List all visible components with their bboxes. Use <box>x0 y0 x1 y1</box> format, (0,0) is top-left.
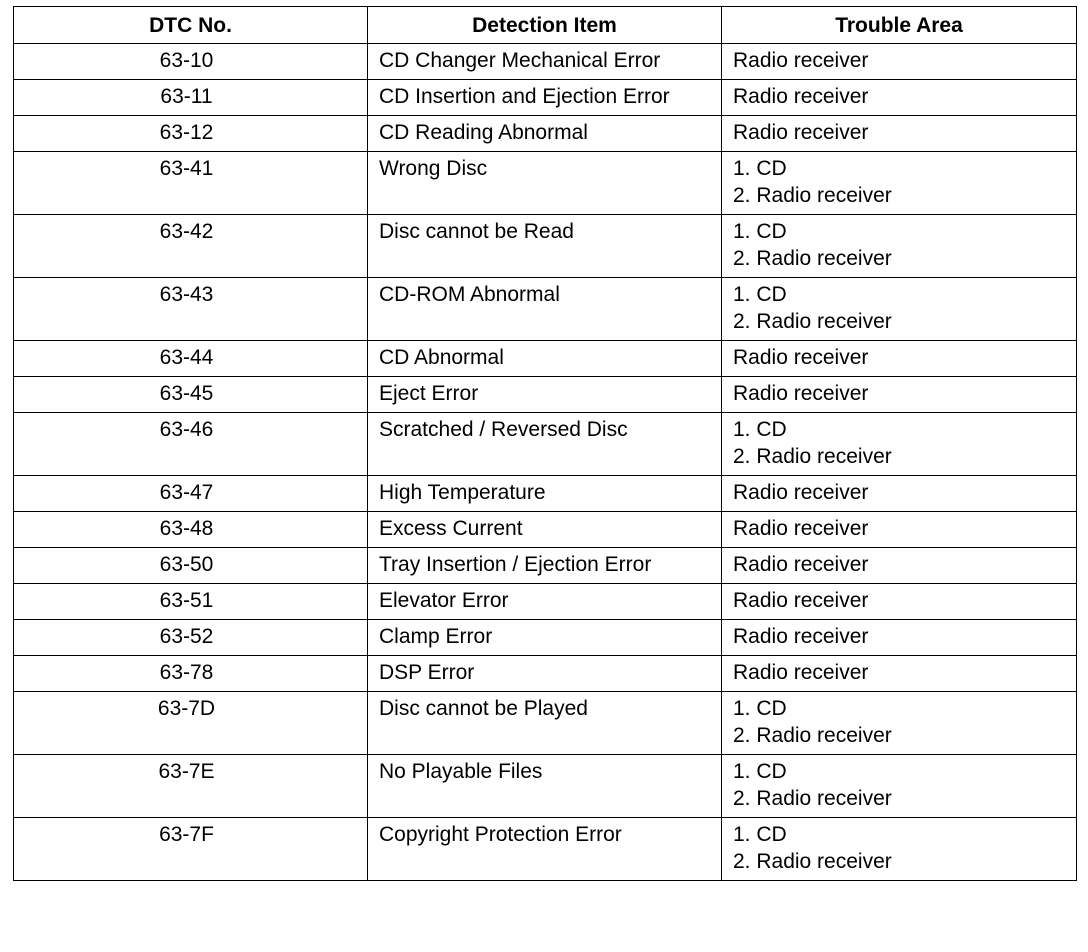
dtc-code-cell: 63-47 <box>14 476 368 512</box>
table-row <box>14 116 1077 152</box>
dtc-code-cell: 63-44 <box>14 341 368 377</box>
trouble-area-cell <box>722 548 1077 584</box>
header-row <box>14 7 1077 44</box>
table-row <box>14 656 1077 692</box>
trouble-area-line: Radio receiver <box>733 625 869 648</box>
dtc-table <box>13 6 1077 881</box>
trouble-area-cell <box>722 512 1077 548</box>
dtc-code-cell: 63-12 <box>14 116 368 152</box>
detection-item-cell: CD-ROM Abnormal <box>368 278 722 341</box>
trouble-area-line: 2. Radio receiver <box>733 787 892 810</box>
trouble-area-cell <box>722 215 1077 278</box>
header-dtc-no: DTC No. <box>14 7 368 44</box>
table-row <box>14 755 1077 818</box>
trouble-area-line: 1. CD <box>733 220 787 243</box>
trouble-area-cell <box>722 584 1077 620</box>
trouble-area-cell <box>722 755 1077 818</box>
trouble-area-cell <box>722 377 1077 413</box>
trouble-area-line: 2. Radio receiver <box>733 247 892 270</box>
trouble-area-line: Radio receiver <box>733 85 869 108</box>
trouble-area-line: 1. CD <box>733 823 787 846</box>
table-row <box>14 620 1077 656</box>
trouble-area-cell <box>722 341 1077 377</box>
trouble-area-cell <box>722 476 1077 512</box>
dtc-code-cell: 63-11 <box>14 80 368 116</box>
table-row <box>14 80 1077 116</box>
dtc-code-cell: 63-78 <box>14 656 368 692</box>
table-row <box>14 278 1077 341</box>
detection-item-cell: Wrong Disc <box>368 152 722 215</box>
dtc-code-cell: 63-7E <box>14 755 368 818</box>
detection-item-cell: No Playable Files <box>368 755 722 818</box>
trouble-area-line: Radio receiver <box>733 661 869 684</box>
dtc-code-cell: 63-51 <box>14 584 368 620</box>
trouble-area-line: Radio receiver <box>733 382 869 405</box>
detection-item-cell: CD Changer Mechanical Error <box>368 44 722 80</box>
detection-item-cell: Disc cannot be Read <box>368 215 722 278</box>
table-row <box>14 341 1077 377</box>
table-row <box>14 413 1077 476</box>
detection-item-cell: Clamp Error <box>368 620 722 656</box>
detection-item-cell: Copyright Protection Error <box>368 818 722 881</box>
table-row <box>14 44 1077 80</box>
dtc-code-cell: 63-50 <box>14 548 368 584</box>
table-body <box>14 44 1077 881</box>
trouble-area-line: 2. Radio receiver <box>733 724 892 747</box>
detection-item-cell: CD Reading Abnormal <box>368 116 722 152</box>
header-trouble-area: Trouble Area <box>722 7 1077 44</box>
dtc-code-cell: 63-46 <box>14 413 368 476</box>
detection-item-cell: CD Abnormal <box>368 341 722 377</box>
table-row <box>14 476 1077 512</box>
table-row <box>14 377 1077 413</box>
trouble-area-line: Radio receiver <box>733 49 869 72</box>
detection-item-cell: Tray Insertion / Ejection Error <box>368 548 722 584</box>
trouble-area-line: 2. Radio receiver <box>733 445 892 468</box>
header-detection-item: Detection Item <box>368 7 722 44</box>
dtc-code-cell: 63-41 <box>14 152 368 215</box>
trouble-area-line: Radio receiver <box>733 346 869 369</box>
detection-item-cell: Excess Current <box>368 512 722 548</box>
trouble-area-line: 1. CD <box>733 418 787 441</box>
trouble-area-cell <box>722 818 1077 881</box>
table-row <box>14 584 1077 620</box>
dtc-code-cell: 63-43 <box>14 278 368 341</box>
trouble-area-line: Radio receiver <box>733 589 869 612</box>
dtc-code-cell: 63-10 <box>14 44 368 80</box>
trouble-area-line: 1. CD <box>733 283 787 306</box>
detection-item-cell: High Temperature <box>368 476 722 512</box>
trouble-area-line: 1. CD <box>733 697 787 720</box>
trouble-area-line: 1. CD <box>733 760 787 783</box>
trouble-area-cell <box>722 278 1077 341</box>
trouble-area-line: 2. Radio receiver <box>733 850 892 873</box>
dtc-code-cell: 63-7F <box>14 818 368 881</box>
trouble-area-line: 1. CD <box>733 157 787 180</box>
trouble-area-cell <box>722 44 1077 80</box>
table-row <box>14 818 1077 881</box>
detection-item-cell: Disc cannot be Played <box>368 692 722 755</box>
trouble-area-cell <box>722 692 1077 755</box>
dtc-code-cell: 63-42 <box>14 215 368 278</box>
trouble-area-cell <box>722 116 1077 152</box>
trouble-area-line: 2. Radio receiver <box>733 310 892 333</box>
dtc-code-cell: 63-52 <box>14 620 368 656</box>
trouble-area-cell <box>722 620 1077 656</box>
table-row <box>14 548 1077 584</box>
table-row <box>14 152 1077 215</box>
trouble-area-cell <box>722 413 1077 476</box>
table-row <box>14 692 1077 755</box>
detection-item-cell: Scratched / Reversed Disc <box>368 413 722 476</box>
trouble-area-cell <box>722 80 1077 116</box>
detection-item-cell: DSP Error <box>368 656 722 692</box>
dtc-code-cell: 63-7D <box>14 692 368 755</box>
dtc-code-cell: 63-48 <box>14 512 368 548</box>
table-row <box>14 512 1077 548</box>
trouble-area-line: Radio receiver <box>733 553 869 576</box>
detection-item-cell: CD Insertion and Ejection Error <box>368 80 722 116</box>
dtc-code-cell: 63-45 <box>14 377 368 413</box>
trouble-area-line: Radio receiver <box>733 121 869 144</box>
trouble-area-line: Radio receiver <box>733 481 869 504</box>
detection-item-cell: Eject Error <box>368 377 722 413</box>
trouble-area-cell <box>722 152 1077 215</box>
detection-item-cell: Elevator Error <box>368 584 722 620</box>
trouble-area-line: Radio receiver <box>733 517 869 540</box>
table-row <box>14 215 1077 278</box>
trouble-area-line: 2. Radio receiver <box>733 184 892 207</box>
trouble-area-cell <box>722 656 1077 692</box>
